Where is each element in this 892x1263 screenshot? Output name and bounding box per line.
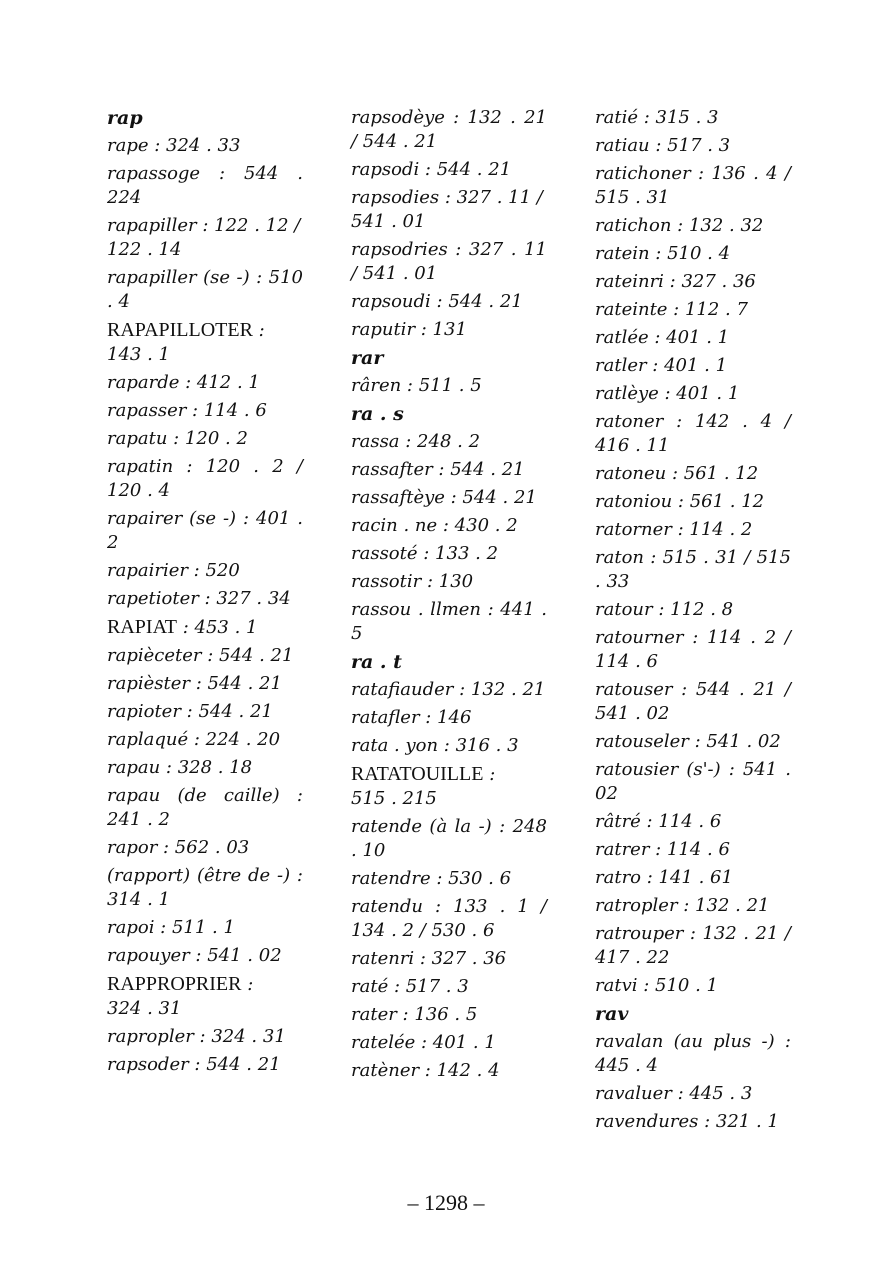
index-entry	[595, 490, 791, 514]
index-entry-text: rapouyer : 541 . 02	[107, 945, 282, 966]
index-entry-text: ratelée : 401 . 1	[351, 1032, 496, 1053]
index-entry-caps: RAPAPILLOTER	[107, 319, 253, 341]
index-entry	[595, 214, 791, 238]
index-entry	[351, 186, 547, 234]
index-column-1	[107, 106, 303, 1081]
index-entry-text: rapropler : 324 . 31	[107, 1026, 286, 1047]
index-entry-text: rapairer (se -) : 401 . 2	[107, 508, 303, 553]
index-column-3	[595, 106, 791, 1138]
index-entry-text: ratoner : 142 . 4 / 416 . 11	[595, 411, 791, 456]
index-entry	[107, 672, 303, 696]
index-entry-text: : 324 . 31	[107, 974, 254, 1019]
index-entry	[107, 559, 303, 583]
index-entry	[595, 894, 791, 918]
index-entry	[107, 162, 303, 210]
index-entry-text: ratler : 401 . 1	[595, 355, 728, 376]
index-entry	[107, 266, 303, 314]
index-entry-text: ratourner : 114 . 2 / 114 . 6	[595, 627, 791, 672]
index-entry	[107, 427, 303, 451]
index-entry	[107, 1053, 303, 1077]
index-entry	[107, 371, 303, 395]
index-entry-text: rapatin : 120 . 2 / 120 . 4	[107, 456, 303, 501]
index-entry-text: raté : 517 . 3	[351, 976, 469, 997]
index-entry-text: ratoneu : 561 . 12	[595, 463, 759, 484]
index-entry-text: rassoté : 133 . 2	[351, 543, 499, 564]
index-entry-text: ravaluer : 445 . 3	[595, 1083, 753, 1104]
index-entry-text: : 453 . 1	[177, 617, 258, 638]
index-entry	[107, 615, 303, 640]
index-entry	[351, 238, 547, 286]
section-heading: ra . t	[351, 651, 402, 673]
index-entry	[351, 895, 547, 943]
section-heading: ra . s	[351, 403, 404, 425]
index-entry-text: ratorner : 114 . 2	[595, 519, 753, 540]
index-entry-text: rater : 136 . 5	[351, 1004, 478, 1025]
index-entry-text: rapioter : 544 . 21	[107, 701, 273, 722]
index-entry-text: rassafter : 544 . 21	[351, 459, 525, 480]
index-entry-text: ratrer : 114 . 6	[595, 839, 730, 860]
index-entry	[595, 758, 791, 806]
index-entry-text: rapau : 328 . 18	[107, 757, 253, 778]
index-entry	[107, 587, 303, 611]
section-heading: rav	[595, 1003, 629, 1025]
index-entry-text: ratein : 510 . 4	[595, 243, 731, 264]
index-entry-text: ratouseler : 541 . 02	[595, 731, 781, 752]
index-entry-text: rapsodi : 544 . 21	[351, 159, 512, 180]
index-entry	[595, 382, 791, 406]
index-entry-text: rata . yon : 316 . 3	[351, 735, 519, 756]
index-entry	[107, 916, 303, 940]
index-entry-text: ratoniou : 561 . 12	[595, 491, 765, 512]
index-entry	[595, 866, 791, 890]
index-entry-text: ratafiauder : 132 . 21	[351, 679, 546, 700]
index-entry-text: rapsoder : 544 . 21	[107, 1054, 281, 1075]
index-entry	[351, 1059, 547, 1083]
index-entry-text: : 143 . 1	[107, 320, 265, 365]
index-column-2	[351, 106, 547, 1087]
index-entry	[351, 706, 547, 730]
index-entry-text: raparde : 412 . 1	[107, 372, 260, 393]
index-entry-caps: RATATOUILLE	[351, 763, 484, 785]
index-entry	[351, 318, 547, 342]
index-entry-text: rassaftèye : 544 . 21	[351, 487, 537, 508]
index-entry	[595, 1030, 791, 1078]
index-entry-text: rapsodèye : 132 . 21 / 544 . 21	[351, 107, 547, 152]
index-entry-text: ratlée : 401 . 1	[595, 327, 730, 348]
index-entry	[351, 678, 547, 702]
index-entry	[107, 1025, 303, 1049]
index-entry-text: ratichoner : 136 . 4 / 515 . 31	[595, 163, 791, 208]
index-entry	[107, 864, 303, 912]
index-entry	[595, 326, 791, 350]
page-number: – 1298 –	[407, 1190, 485, 1215]
index-entry	[107, 836, 303, 860]
index-entry	[351, 1003, 547, 1027]
index-entry-text: rapor : 562 . 03	[107, 837, 250, 858]
section-heading: rap	[107, 107, 143, 129]
index-entry-text: racin . ne : 430 . 2	[351, 515, 518, 536]
index-entry-text: ravendures : 321 . 1	[595, 1111, 779, 1132]
index-entry-text: rapsodries : 327 . 11 / 541 . 01	[351, 239, 547, 284]
index-entry	[595, 270, 791, 294]
index-entry-text: râren : 511 . 5	[351, 375, 482, 396]
index-entry-text: ratropler : 132 . 21	[595, 895, 770, 916]
index-entry-text: ratié : 315 . 3	[595, 107, 719, 128]
index-entry	[595, 810, 791, 834]
index-entry	[351, 947, 547, 971]
index-entry	[595, 678, 791, 726]
index-entry-text: rapairier : 520	[107, 560, 240, 581]
index-entry-text: raton : 515 . 31 / 515 . 33	[595, 547, 791, 592]
index-entry	[595, 462, 791, 486]
index-entry-text: rapetioter : 327 . 34	[107, 588, 291, 609]
index-entry-text: ratendre : 530 . 6	[351, 868, 512, 889]
index-entry	[595, 730, 791, 754]
index-entry	[107, 399, 303, 423]
index-entry-text: rassotir : 130	[351, 571, 474, 592]
index-entry	[107, 507, 303, 555]
index-entry-text: ratenri : 327 . 36	[351, 948, 507, 969]
index-entry-text: rapoi : 511 . 1	[107, 917, 235, 938]
index-entry	[107, 318, 303, 367]
index-entry	[595, 298, 791, 322]
index-entry-text: ravalan (au plus -) : 445 . 4	[595, 1031, 791, 1076]
index-entry-text: rapapiller : 122 . 12 / 122 . 14	[107, 215, 301, 260]
index-entry	[595, 626, 791, 674]
index-entry-text: rape : 324 . 33	[107, 135, 241, 156]
index-entry	[107, 214, 303, 262]
index-entry	[351, 542, 547, 566]
index-entry	[351, 570, 547, 594]
index-entry	[595, 106, 791, 130]
index-entry-text: ratour : 112 . 8	[595, 599, 734, 620]
index-entry-text: rapau (de caille) : 241 . 2	[107, 785, 303, 830]
index-entry-text: rateinte : 112 . 7	[595, 299, 748, 320]
index-entry	[351, 486, 547, 510]
index-entry	[595, 974, 791, 998]
index-entry-text: râtré : 114 . 6	[595, 811, 722, 832]
index-entry-text: ratlèye : 401 . 1	[595, 383, 740, 404]
index-entry	[107, 944, 303, 968]
index-entry-text: ratousier (s'-) : 541 . 02	[595, 759, 791, 804]
index-entry	[351, 374, 547, 398]
index-entry	[351, 734, 547, 758]
index-entry-text: ratendu : 133 . 1 / 134 . 2 / 530 . 6	[351, 896, 547, 941]
index-entry	[595, 1110, 791, 1134]
index-entry	[351, 1031, 547, 1055]
index-entry-text: ratèner : 142 . 4	[351, 1060, 500, 1081]
index-entry	[351, 158, 547, 182]
index-entry	[595, 518, 791, 542]
index-entry	[351, 867, 547, 891]
index-entry	[107, 644, 303, 668]
index-entry	[351, 514, 547, 538]
index-entry	[107, 134, 303, 158]
index-entry-text: ratiau : 517 . 3	[595, 135, 731, 156]
index-entry	[351, 975, 547, 999]
index-entry-text: ratichon : 132 . 32	[595, 215, 764, 236]
index-entry	[351, 430, 547, 454]
index-entry-text: rapièster : 544 . 21	[107, 673, 282, 694]
index-entry	[107, 728, 303, 752]
index-entry-text: ratvi : 510 . 1	[595, 975, 718, 996]
index-entry	[107, 455, 303, 503]
index-entry	[595, 838, 791, 862]
index-entry	[595, 162, 791, 210]
index-entry	[107, 700, 303, 724]
index-entry	[595, 1082, 791, 1106]
index-entry-text: rassa : 248 . 2	[351, 431, 481, 452]
index-entry-text: rapsodies : 327 . 11 / 541 . 01	[351, 187, 543, 232]
index-entry	[595, 922, 791, 970]
index-entry-text: ratouser : 544 . 21 / 541 . 02	[595, 679, 791, 724]
index-entry-caps: RAPPROPRIER	[107, 973, 242, 995]
index-entry-text: rapapiller (se -) : 510 . 4	[107, 267, 303, 312]
index-entry	[107, 784, 303, 832]
index-entry-text: (rapport) (être de -) : 314 . 1	[107, 865, 303, 910]
index-entry	[595, 242, 791, 266]
index-entry	[107, 756, 303, 780]
index-entry-text: raputir : 131	[351, 319, 467, 340]
index-entry-text: rapatu : 120 . 2	[107, 428, 248, 449]
index-entry-text: rapasser : 114 . 6	[107, 400, 267, 421]
index-entry	[595, 354, 791, 378]
index-entry	[351, 290, 547, 314]
index-entry-text: rateinri : 327 . 36	[595, 271, 756, 292]
index-entry	[351, 106, 547, 154]
index-entry	[351, 458, 547, 482]
index-entry	[595, 134, 791, 158]
index-entry	[107, 972, 303, 1021]
index-entry-caps: RAPIAT	[107, 616, 178, 638]
index-entry-text: ratende (à la -) : 248 . 10	[351, 816, 547, 861]
section-heading: rar	[351, 347, 384, 369]
index-entry	[351, 815, 547, 863]
index-entry	[351, 762, 547, 811]
index-entry-text: rassou . llmen : 441 . 5	[351, 599, 547, 644]
index-entry	[351, 598, 547, 646]
index-entry-text: rapsoudi : 544 . 21	[351, 291, 523, 312]
index-entry-text: ratrouper : 132 . 21 / 417 . 22	[595, 923, 791, 968]
index-entry-text: rapassoge : 544 . 224	[107, 163, 303, 208]
index-entry-text: raplaqué : 224 . 20	[107, 729, 281, 750]
index-entry-text: ratafler : 146	[351, 707, 472, 728]
index-entry-text: ratro : 141 . 61	[595, 867, 733, 888]
index-entry-text: rapièceter : 544 . 21	[107, 645, 294, 666]
index-entry-text: : 515 . 215	[351, 764, 496, 809]
index-entry	[595, 410, 791, 458]
index-entry	[595, 598, 791, 622]
index-entry	[595, 546, 791, 594]
